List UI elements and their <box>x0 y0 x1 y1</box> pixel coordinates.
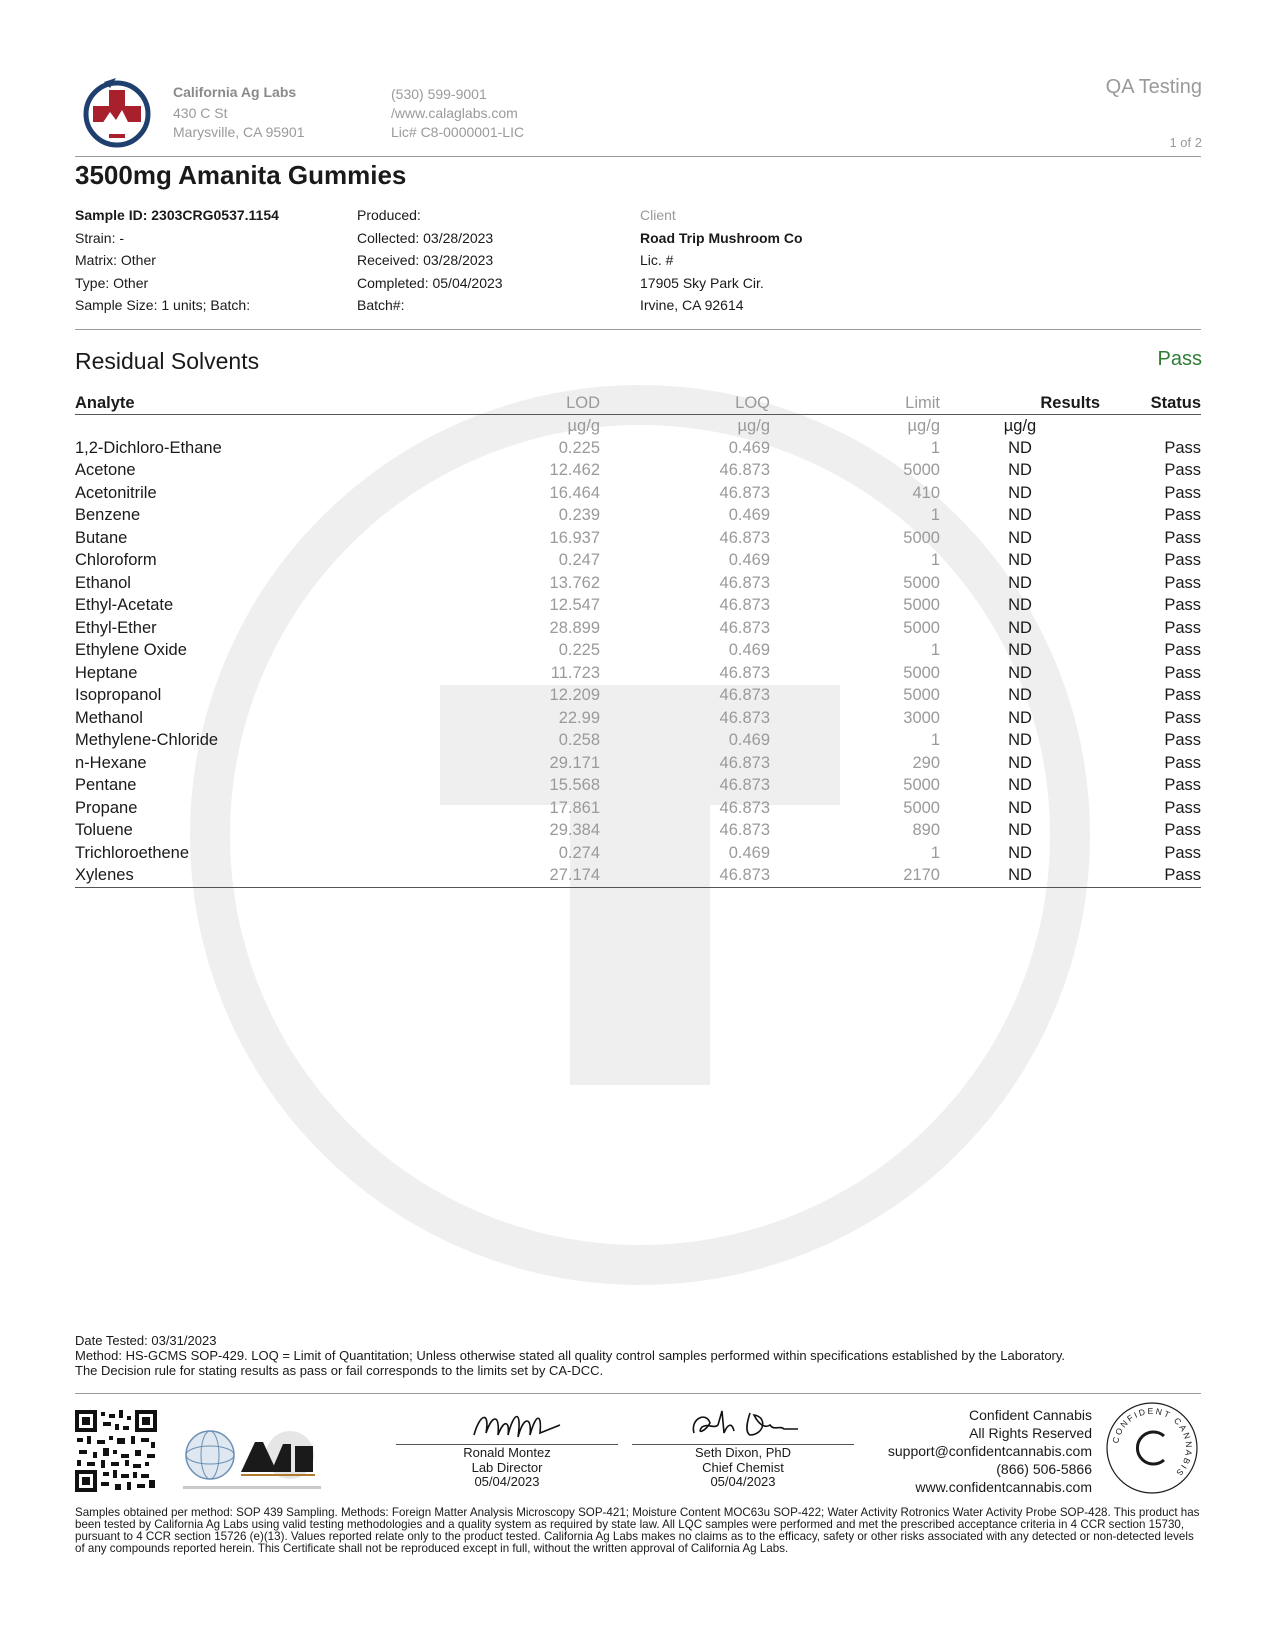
status-cell: Pass <box>1164 573 1201 592</box>
loq-cell: 0.469 <box>728 506 770 525</box>
lod-cell: 11.723 <box>550 663 600 682</box>
result-cell: ND <box>1008 596 1032 615</box>
signer-1-date: 05/04/2023 <box>474 1474 540 1489</box>
table-row <box>75 797 1201 820</box>
result-cell: ND <box>1008 798 1032 817</box>
table-row <box>75 707 1201 730</box>
analyte-cell: Pentane <box>75 776 137 795</box>
result-cell: ND <box>1008 461 1032 480</box>
table-row <box>75 842 1201 865</box>
table-units-row <box>75 415 1201 438</box>
batch: Batch#: <box>357 297 405 313</box>
limit-cell: 5000 <box>903 573 940 592</box>
seal-text: CONFIDENT CANNABIS <box>1110 1405 1195 1480</box>
limit-cell: 5000 <box>903 663 940 682</box>
result-cell: ND <box>940 865 1100 888</box>
table-header-row <box>75 392 1201 415</box>
lod-cell: 0.225 <box>558 641 600 660</box>
disclaimer-text: Samples obtained per method: SOP 439 Sampling. Methods: Foreign Matter Analysis Microscopy SOP-421; Moisture Content MOC63u SOP-422; Water Activity Rotronics Water Activity Probe SOP-428. This product has been tested by California Ag Labs using valid testing methodologies and a quality system as required by state law. All LQC samples were performed and met the prescribed acceptance criteria in 4 CCR section 15730, pursuant to 4 CCR section 15726 (e)(13). Values reported relate only to the product tested. California Ag Labs makes no claims as to the efficacy, safety or other risks associated with any detected or non-detected levels of any compounds reported herein. This Certificate shall not be reproduced except in full, without the written approval of California Ag Labs. <box>75 1506 1200 1555</box>
lab-logo-icon <box>82 74 152 150</box>
completed-date: Completed: 05/04/2023 <box>357 274 503 291</box>
signer-1 <box>396 1446 618 1490</box>
client-column <box>640 204 803 317</box>
table-row <box>75 482 1201 505</box>
loq-cell: 46.873 <box>719 798 770 817</box>
lab-license: Lic# C8-0000001-LIC <box>391 124 525 140</box>
result-cell: ND <box>1008 551 1032 570</box>
header-divider <box>75 156 1201 157</box>
loq-cell: 46.873 <box>719 776 770 795</box>
status-cell: Pass <box>1164 753 1201 772</box>
result-cell: ND <box>1008 618 1032 637</box>
unit-results: µg/g <box>1003 416 1037 435</box>
client-address-line1: 17905 Sky Park Cir. <box>640 274 764 291</box>
col-analyte: Analyte <box>75 392 265 415</box>
table-row <box>75 550 1201 573</box>
client-name: Road Trip Mushroom Co <box>640 229 803 246</box>
analyte-cell: 1,2-Dichloro-Ethane <box>75 438 222 457</box>
limit-cell: 1 <box>930 843 940 862</box>
lod-cell: 12.209 <box>549 686 600 705</box>
limit-cell: 3000 <box>903 708 940 727</box>
info-divider <box>75 329 1201 330</box>
limit-cell: 5000 <box>903 461 940 480</box>
loq-cell: 46.873 <box>719 821 770 840</box>
loq-cell: 0.469 <box>728 551 770 570</box>
col-limit: Limit <box>770 392 940 415</box>
lab-phone: (530) 599-9001 <box>391 86 487 102</box>
sample-id: Sample ID: 2303CRG0537.1154 <box>75 207 279 223</box>
loq-cell: 46.873 <box>719 618 770 637</box>
analyte-cell: Ethyl-Acetate <box>75 596 174 615</box>
signer-2-date: 05/04/2023 <box>710 1474 776 1489</box>
analyte-cell: Propane <box>75 798 138 817</box>
analyte-cell: Ethyl-Ether <box>75 618 157 637</box>
loq-cell: 46.873 <box>600 865 770 888</box>
received-date: Received: 03/28/2023 <box>357 252 494 268</box>
col-loq: LOQ <box>600 392 770 415</box>
limit-cell: 5000 <box>903 776 940 795</box>
cc-name: Confident Cannabis <box>969 1407 1092 1423</box>
status-cell: Pass <box>1164 483 1201 502</box>
result-cell: ND <box>1008 528 1032 547</box>
result-cell: ND <box>1008 776 1032 795</box>
strain: Strain: - <box>75 229 125 246</box>
result-cell: ND <box>1008 438 1032 457</box>
signer-2-title: Chief Chemist <box>702 1459 784 1475</box>
col-results: Results <box>940 392 1100 415</box>
status-cell: Pass <box>1164 618 1201 637</box>
table-row <box>75 752 1201 775</box>
lab-address-line2: Marysville, CA 95901 <box>173 124 305 140</box>
analyte-cell: Butane <box>75 528 128 547</box>
analyte-cell: Chloroform <box>75 551 157 570</box>
loq-cell: 46.873 <box>719 596 770 615</box>
result-cell: ND <box>1008 686 1032 705</box>
loq-cell: 46.873 <box>719 483 770 502</box>
table-row <box>75 662 1201 685</box>
status-cell: Pass <box>1164 843 1201 862</box>
overall-status-badge: Pass <box>1157 348 1202 370</box>
table-row <box>75 617 1201 640</box>
result-cell: ND <box>1008 506 1032 525</box>
product-title: 3500mg Amanita Gummies <box>75 160 407 190</box>
table-row <box>75 775 1201 798</box>
analyte-cell: Ethanol <box>75 573 131 592</box>
limit-cell: 290 <box>912 753 940 772</box>
limit-cell: 1 <box>930 551 940 570</box>
lab-address-line1: 430 C St <box>173 105 228 121</box>
lab-name: California Ag Labs <box>173 84 297 100</box>
loq-cell: 46.873 <box>719 708 770 727</box>
table-row <box>75 685 1201 708</box>
analyte-cell: Toluene <box>75 821 133 840</box>
status-cell: Pass <box>1164 686 1201 705</box>
status-cell: Pass <box>1164 776 1201 795</box>
result-cell: ND <box>1008 483 1032 502</box>
loq-cell: 0.469 <box>728 843 770 862</box>
limit-cell: 5000 <box>903 528 940 547</box>
status-cell: Pass <box>1164 641 1201 660</box>
limit-cell: 1 <box>930 438 940 457</box>
loq-cell: 46.873 <box>719 686 770 705</box>
status-cell: Pass <box>1164 708 1201 727</box>
section-title: Residual Solvents <box>75 348 260 374</box>
status-cell: Pass <box>1164 551 1201 570</box>
limit-cell: 410 <box>912 483 940 502</box>
result-cell: ND <box>1008 731 1032 750</box>
loq-cell: 0.469 <box>728 731 770 750</box>
cc-rights: All Rights Reserved <box>969 1425 1092 1441</box>
loq-cell: 0.469 <box>728 438 770 457</box>
client-license: Lic. # <box>640 252 674 268</box>
unit-lod: µg/g <box>567 416 600 435</box>
svg-text:CONFIDENT CANNABIS <box>1110 1406 1194 1479</box>
qa-testing-label: QA Testing <box>1105 76 1202 98</box>
lod-cell: 15.568 <box>549 776 600 795</box>
client-label: Client <box>640 207 676 223</box>
matrix: Matrix: Other <box>75 252 156 268</box>
date-tested: Date Tested: 03/31/2023 <box>75 1333 217 1348</box>
cc-website-link[interactable]: www.confidentcannabis.com <box>915 1479 1092 1495</box>
analyte-cell: Isopropanol <box>75 686 162 705</box>
lod-cell: 0.274 <box>558 843 600 862</box>
lod-cell: 28.899 <box>549 618 600 637</box>
loq-cell: 46.873 <box>719 663 770 682</box>
method-line2: The Decision rule for stating results as pass or fail corresponds to the limits set by CA-DCC. <box>75 1363 604 1378</box>
analyte-cell: Acetone <box>75 461 136 480</box>
table-row <box>75 595 1201 618</box>
signature-seth-dixon <box>688 1405 808 1443</box>
limit-cell: 2170 <box>770 865 940 888</box>
analyte-cell: Heptane <box>75 663 138 682</box>
loq-cell: 46.873 <box>719 528 770 547</box>
signer-1-title: Lab Director <box>471 1459 543 1475</box>
analyte-cell: Benzene <box>75 506 141 525</box>
limit-cell: 1 <box>930 641 940 660</box>
confident-cannabis-info <box>888 1406 1092 1496</box>
limit-cell: 1 <box>930 731 940 750</box>
status-cell: Pass <box>1164 596 1201 615</box>
table-row <box>75 865 1201 888</box>
table-row <box>75 505 1201 528</box>
signer-2 <box>632 1446 854 1490</box>
client-address-line2: Irvine, CA 92614 <box>640 297 744 313</box>
table-row <box>75 527 1201 550</box>
lod-cell: 0.225 <box>558 438 600 457</box>
type: Type: Other <box>75 274 149 291</box>
status-cell: Pass <box>1164 506 1201 525</box>
col-status: Status <box>1100 392 1201 415</box>
footer-divider <box>75 1393 1201 1394</box>
lod-cell: 16.464 <box>549 483 600 502</box>
table-row <box>75 572 1201 595</box>
status-cell: Pass <box>1164 731 1201 750</box>
qr-code-icon[interactable] <box>75 1410 157 1492</box>
loq-cell: 46.873 <box>719 573 770 592</box>
signature-ronald-montez <box>470 1405 570 1443</box>
result-cell: ND <box>1008 663 1032 682</box>
cc-phone: (866) 506-5866 <box>996 1461 1092 1477</box>
lod-cell: 0.258 <box>558 731 600 750</box>
confident-cannabis-seal-icon <box>1104 1400 1200 1496</box>
result-cell: ND <box>1008 641 1032 660</box>
status-cell: Pass <box>1164 528 1201 547</box>
result-cell: ND <box>1008 821 1032 840</box>
table-row <box>75 437 1201 460</box>
results-table <box>75 392 1201 888</box>
lod-cell: 27.174 <box>265 865 600 888</box>
signer-2-name: Seth Dixon, PhD <box>694 1445 792 1460</box>
result-cell: ND <box>1008 843 1032 862</box>
produced: Produced: <box>357 207 421 223</box>
status-cell: Pass <box>1164 438 1201 457</box>
collected-date: Collected: 03/28/2023 <box>357 229 494 246</box>
cc-email-link[interactable]: support@confidentcannabis.com <box>887 1443 1092 1459</box>
lod-cell: 13.762 <box>549 573 600 592</box>
result-cell: ND <box>1008 753 1032 772</box>
result-cell: ND <box>1008 573 1032 592</box>
analyte-cell: Trichloroethene <box>75 843 190 862</box>
lod-cell: 12.462 <box>549 461 600 480</box>
limit-cell: 1 <box>930 506 940 525</box>
analyte-cell: Acetonitrile <box>75 483 157 502</box>
analyte-cell: Methylene-Chloride <box>75 731 219 750</box>
status-cell: Pass <box>1164 798 1201 817</box>
dates-column <box>357 204 503 317</box>
unit-loq: µg/g <box>737 416 770 435</box>
sample-info-column <box>75 204 279 317</box>
loq-cell: 46.873 <box>719 753 770 772</box>
limit-cell: 5000 <box>903 798 940 817</box>
lod-cell: 22.99 <box>558 708 600 727</box>
table-row <box>75 460 1201 483</box>
status-cell: Pass <box>1164 821 1201 840</box>
status-cell: Pass <box>1164 461 1201 480</box>
status-cell: Pass <box>1164 663 1201 682</box>
limit-cell: 5000 <box>903 618 940 637</box>
lod-cell: 0.239 <box>558 506 600 525</box>
lod-cell: 12.547 <box>549 596 600 615</box>
status-cell: Pass <box>1100 865 1201 888</box>
page-indicator: 1 of 2 <box>1169 135 1202 150</box>
lod-cell: 29.384 <box>549 821 600 840</box>
result-cell: ND <box>1008 708 1032 727</box>
lod-cell: 17.861 <box>549 798 600 817</box>
accreditation-logo-icon <box>183 1430 321 1494</box>
analyte-cell: n-Hexane <box>75 753 147 772</box>
loq-cell: 0.469 <box>728 641 770 660</box>
limit-cell: 5000 <box>903 596 940 615</box>
unit-limit: µg/g <box>907 416 940 435</box>
method-line1: Method: HS-GCMS SOP-429. LOQ = Limit of Quantitation; Unless otherwise stated all quality control samples performed within specifications established by the Laboratory. <box>75 1348 1066 1363</box>
lod-cell: 29.171 <box>549 753 600 772</box>
lab-website-link[interactable]: /www.calaglabs.com <box>391 105 518 121</box>
analyte-cell: Xylenes <box>75 865 265 888</box>
lod-cell: 0.247 <box>558 551 600 570</box>
sample-size: Sample Size: 1 units; Batch: <box>75 297 251 313</box>
analyte-cell: Methanol <box>75 708 143 727</box>
table-row <box>75 730 1201 753</box>
table-row <box>75 640 1201 663</box>
limit-cell: 5000 <box>903 686 940 705</box>
table-row <box>75 820 1201 843</box>
limit-cell: 890 <box>912 821 940 840</box>
signer-1-name: Ronald Montez <box>463 1445 551 1460</box>
analyte-cell: Ethylene Oxide <box>75 641 187 660</box>
loq-cell: 46.873 <box>719 461 770 480</box>
lod-cell: 16.937 <box>549 528 600 547</box>
col-lod: LOD <box>265 392 600 415</box>
